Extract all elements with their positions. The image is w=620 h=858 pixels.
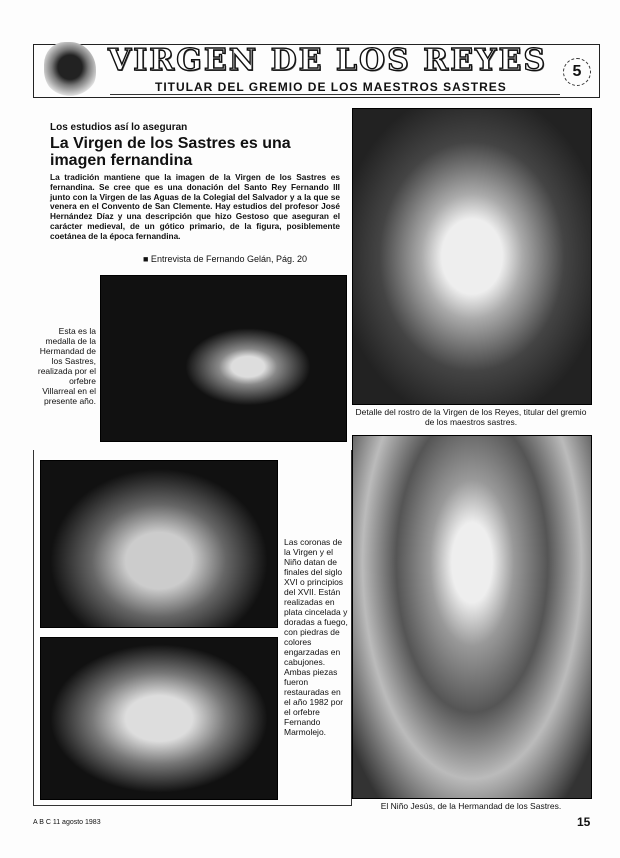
photo-crown-child	[40, 637, 278, 800]
header-rule	[110, 94, 560, 95]
photo-medal	[100, 275, 347, 442]
photo-virgin-face	[352, 108, 592, 405]
page-subtitle: TITULAR DEL GREMIO DE LOS MAESTROS SASTRES	[155, 80, 507, 94]
article-body: La tradición mantiene que la imagen de la Virgen de los Sastres es fernandina. Se cree que es una donación del Santo Rey Fernando III junto con la Virgen de las Aguas de la Colegial del Salvador y a la que se venera en el Convento de San Clemente. Hay estudios del profesor José Hernández Díaz y una descripción que hizo Gestoso que aseguran el carácter medieval, de un gótico primario, de la figura, posiblemente coetánea de la época fernandina.	[50, 172, 340, 241]
caption-child: El Niño Jesús, de la Hermandad de los Sastres.	[380, 801, 562, 811]
caption-medal: Esta es la medalla de la Hermandad de los Sastres, realizada por el orfebre Villarreal en el presente año.	[37, 326, 96, 406]
article-reference: ■ Entrevista de Fernando Gelán, Pág. 20	[143, 254, 308, 264]
caption-face: Detalle del rostro de la Virgen de los Reyes, titular del gremio de los maestros sastres.	[355, 407, 587, 427]
article-kicker: Los estudios así lo aseguran	[50, 122, 188, 133]
page-number: 15	[577, 815, 591, 829]
caption-crowns: Las coronas de la Virgen y el Niño datan de finales del siglo XVI o principios del XVII. Están realizadas en plata cincelada y doradas a fuego, con piedras de colores engarzadas en cabujones. Ambas piezas fueron restauradas en el año 1982 por el orfebre Fernando Marmolejo.	[284, 537, 348, 737]
article-headline: La Virgen de los Sastres es una imagen fernandina	[50, 135, 291, 169]
page-title: VIRGEN DE LOS REYES	[108, 43, 548, 78]
footer-publication: A B C 11 agosto 1983	[33, 819, 101, 826]
photo-child-jesus	[352, 435, 592, 799]
photo-crown-virgin	[40, 460, 278, 628]
series-number-badge: 5	[563, 58, 591, 86]
header-logo-illustration	[44, 42, 96, 98]
